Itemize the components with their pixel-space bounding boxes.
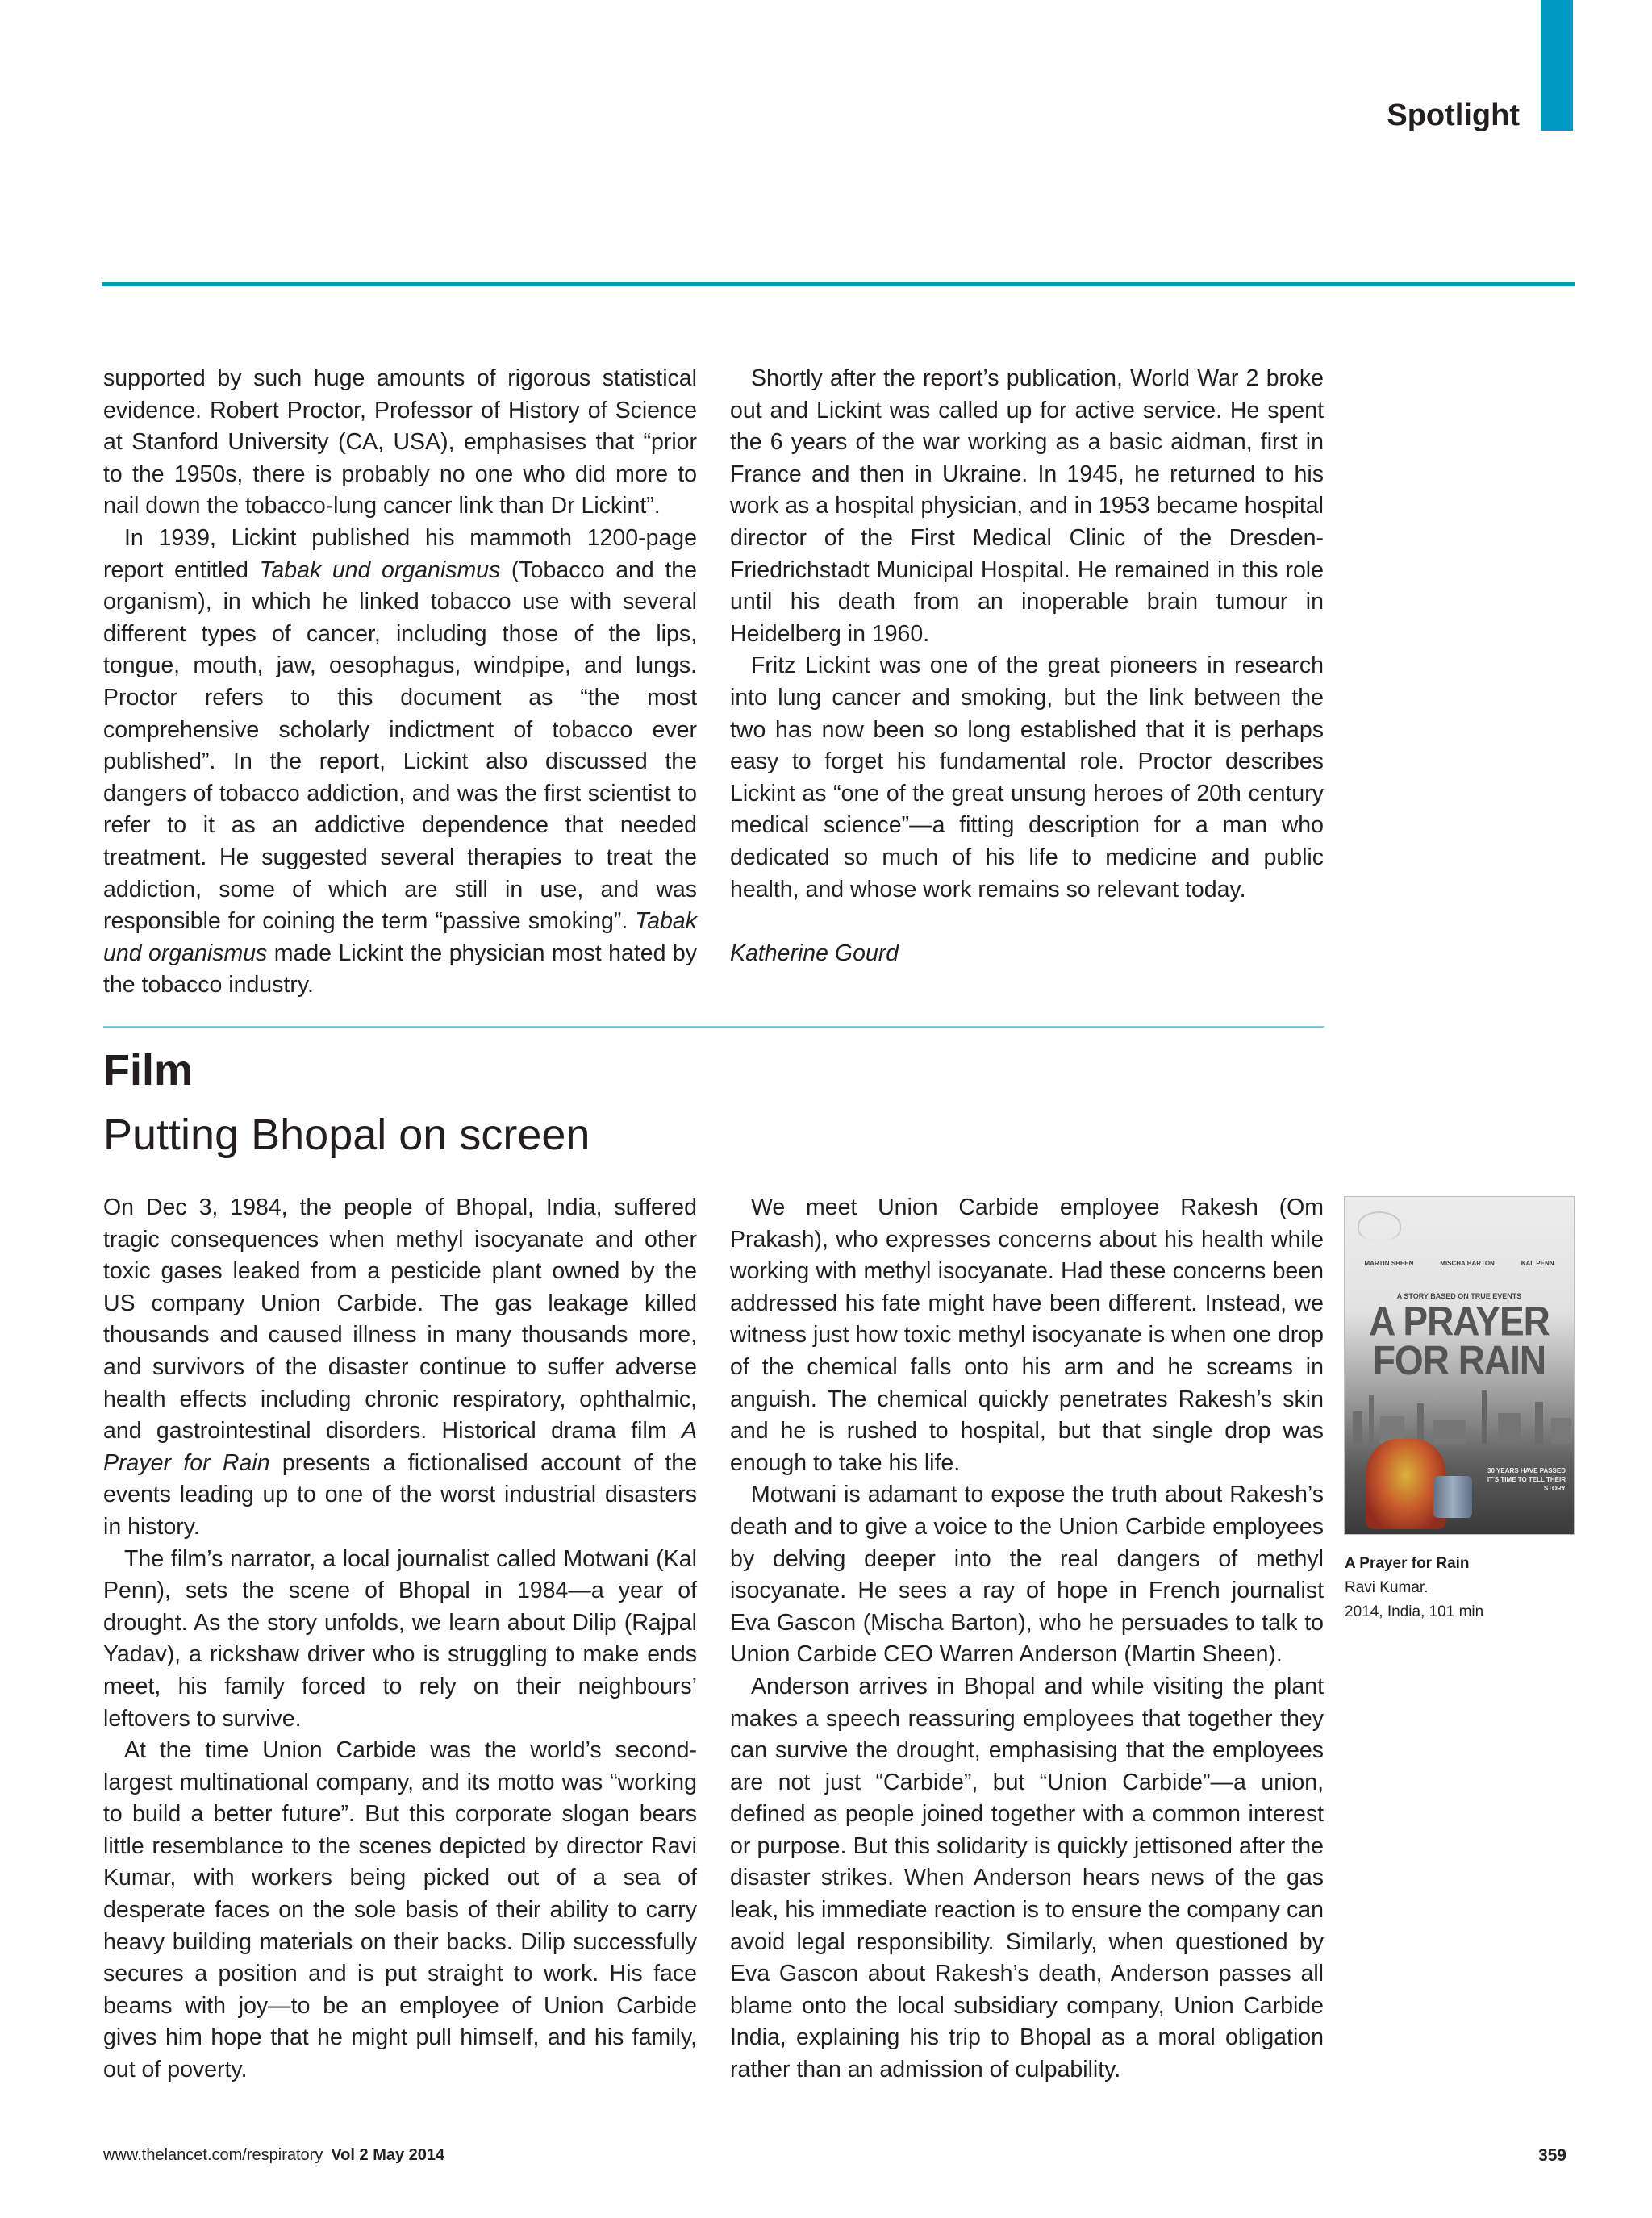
section-label: Spotlight bbox=[1387, 98, 1520, 132]
poster-corner-text: 30 YEARS HAVE PASSED IT'S TIME TO TELL THEIR STORY bbox=[1487, 1467, 1566, 1492]
paragraph: supported by such huge amounts of rigorous statistical evidence. Robert Proctor, Professor of History of Science at Stanford University (CA, USA), emphasises that “prior to the 1950s, there is probably no one who did more to nail down the tobacco-lung cancer link than Dr Lickint”. bbox=[103, 365, 697, 519]
text-run: (Tobacco and the organism), in which he linked tobacco use with several different types of cancer, including those of the lips, tongue, mouth, jaw, oesophagus, windpipe, and lungs. Proctor refers to this document as “the most comprehensive scholarly indictment of tobacco ever published”. In the report, Lickint also discussed the dangers of tobacco addiction, and was the first scientist to refer to it as an addictive dependence that needed treatment. He suggested several therapies to treat the addiction, some of which are still in use, and was responsible for coining the term “passive smoking”. bbox=[103, 557, 697, 935]
article2-column-2 bbox=[730, 1192, 1324, 2087]
article1-column-1 bbox=[103, 363, 697, 1002]
film-title: A Prayer for Rain bbox=[103, 1418, 697, 1476]
journal-url[interactable]: www.thelancet.com/respiratory bbox=[103, 2146, 323, 2164]
paragraph: Motwani is adamant to expose the truth about Rakesh’s death and to give a voice to the Union Carbide employees by delving deeper into the real dangers of methyl isocyanate. He sees a ray of hope in French journalist Eva Gascon (Mischa Barton), who he persuades to talk to Union Carbide CEO Warren Anderson (Martin Sheen). bbox=[730, 1482, 1324, 1668]
poster-caption-title: A Prayer for Rain bbox=[1345, 1555, 1470, 1572]
paragraph: We meet Union Carbide employee Rakesh (Om Prakash), who expresses concerns about his health while working with methyl isocyanate. Had these concerns been addressed his fate might have been different. Instead, we witness just how toxic methyl isocyanate is when one drop of the chemical falls onto his arm and he screams in anguish. The chemical quickly penetrates Rakesh’s skin and he is rushed to hospital, but that single drop was enough to take his life. bbox=[730, 1194, 1324, 1476]
poster-cast-name: MARTIN SHEEN bbox=[1364, 1260, 1414, 1267]
book-title: Tabak und organismus bbox=[103, 908, 697, 966]
page-footer bbox=[103, 2146, 444, 2165]
poster-title-line: A PRAYER bbox=[1369, 1298, 1550, 1345]
paragraph: The film’s narrator, a local journalist called Motwani (Kal Penn), sets the scene of Bhopal in 1984—a year of drought. As the story unfolds, we learn about Dilip (Rajpal Yadav), a rickshaw driver who is struggling to make ends meet, his family forced to rely on their neighbours’ leftovers to survive. bbox=[103, 1545, 697, 1732]
poster-barrel bbox=[1433, 1476, 1472, 1518]
text-run: presents a fictionalised account of the events leading up to one of the worst industrial disasters in history. bbox=[103, 1449, 697, 1540]
poster-tagline: A STORY BASED ON TRUE EVENTS bbox=[1396, 1292, 1522, 1300]
poster-caption-director: Ravi Kumar. bbox=[1345, 1579, 1429, 1596]
author-byline: Katherine Gourd bbox=[730, 940, 899, 967]
article-title: Putting Bhopal on screen bbox=[103, 1111, 590, 1159]
poster-title-line: FOR RAIN bbox=[1372, 1336, 1546, 1383]
paragraph: Shortly after the report’s publication, World War 2 broke out and Lickint was called up for active service. He spent the 6 years of the war working as a basic aidman, first in France and then in Ukraine. In 1945, he returned to his work as a hospital physician, and in 1953 became hospital director of the First Medical Clinic of the Dresden-Friedrichstadt Municipal Hospital. He remained in this role until his death from an inoperable brain tumour in Heidelberg in 1960. bbox=[730, 365, 1324, 647]
paragraph bbox=[103, 523, 697, 1002]
paragraph: Fritz Lickint was one of the great pioneers in research into lung cancer and smoking, but the link between the two has now been so long established that it is perhaps easy to forget his fundamental role. Proctor describes Lickint as “one of the great unsung heroes of 20th century medical science”—a fitting description for a man who dedicated so much of his life to medicine and public health, and whose work remains so relevant today. bbox=[730, 652, 1324, 903]
paragraph: Anderson arrives in Bhopal and while visiting the plant makes a speech reassuring employees that together they can survive the drought, emphasising that the employees are not just “Carbide”, but “Union Carbide”—a union, defined as people joined together with a common interest or purpose. But this solidarity is quickly jettisoned after the disaster strikes. When Anderson hears news of the gas leak, his immediate reaction is to ensure the company can avoid legal responsibility. Similarly, when questioned by Eva Gascon about Rakesh’s death, Anderson passes all blame onto the local subsidiary company, Union Carbide India, explaining his trip to Bhopal as a moral obligation rather than an admission of culpability. bbox=[730, 1673, 1324, 2083]
poster-cast bbox=[1351, 1260, 1567, 1267]
text-run: On Dec 3, 1984, the people of Bhopal, India, suffered tragic consequences when methyl isocyanate and other toxic gases leaked from a pesticide plant owned by the US company Union Carbide. The gas leakage killed thousands and caused illness in many thousands more, and survivors of the disaster continue to suffer adverse health effects including chronic respiratory, ophthalmic, and gastrointestinal disorders. Historical drama film bbox=[103, 1194, 697, 1445]
paragraph bbox=[103, 1192, 697, 1544]
article1-column-2 bbox=[730, 363, 1324, 970]
film-poster bbox=[1345, 1197, 1574, 1534]
text-run: made Lickint the physician most hated by the tobacco industry. bbox=[103, 940, 697, 999]
poster-cast-name: MISCHA BARTON bbox=[1440, 1260, 1495, 1267]
poster-caption-details: 2014, India, 101 min bbox=[1345, 1603, 1484, 1620]
header-rule bbox=[102, 282, 1575, 286]
article-kicker: Film bbox=[103, 1046, 194, 1094]
text-run: In 1939, Lickint published his mammoth 1200-page report entitled bbox=[103, 524, 697, 583]
page-number: 359 bbox=[1537, 2146, 1566, 2165]
book-title: Tabak und organismus bbox=[259, 557, 501, 583]
accent-bar bbox=[1541, 0, 1573, 131]
factory-skyline-icon bbox=[1345, 1387, 1574, 1444]
article2-column-1 bbox=[103, 1192, 697, 2087]
paragraph: At the time Union Carbide was the world’s second-largest multinational company, and its motto was “working to build a better future”. But this corporate slogan bears little resemblance to the scenes depicted by director Ravi Kumar, with workers being picked out of a sea of desperate faces on the sole basis of their ability to carry heavy building materials on their backs. Dilip successfully secures a position and is put straight to work. His face beams with joy—to be an employee of Union Carbide gives him hope that he might pull himself, and his family, out of poverty. bbox=[103, 1737, 697, 2083]
poster-title bbox=[1345, 1298, 1574, 1383]
section-divider bbox=[103, 1026, 1324, 1028]
laurel-icon bbox=[1358, 1211, 1401, 1240]
poster-cast-name: KAL PENN bbox=[1521, 1260, 1554, 1267]
volume-info: Vol 2 May 2014 bbox=[331, 2146, 445, 2164]
